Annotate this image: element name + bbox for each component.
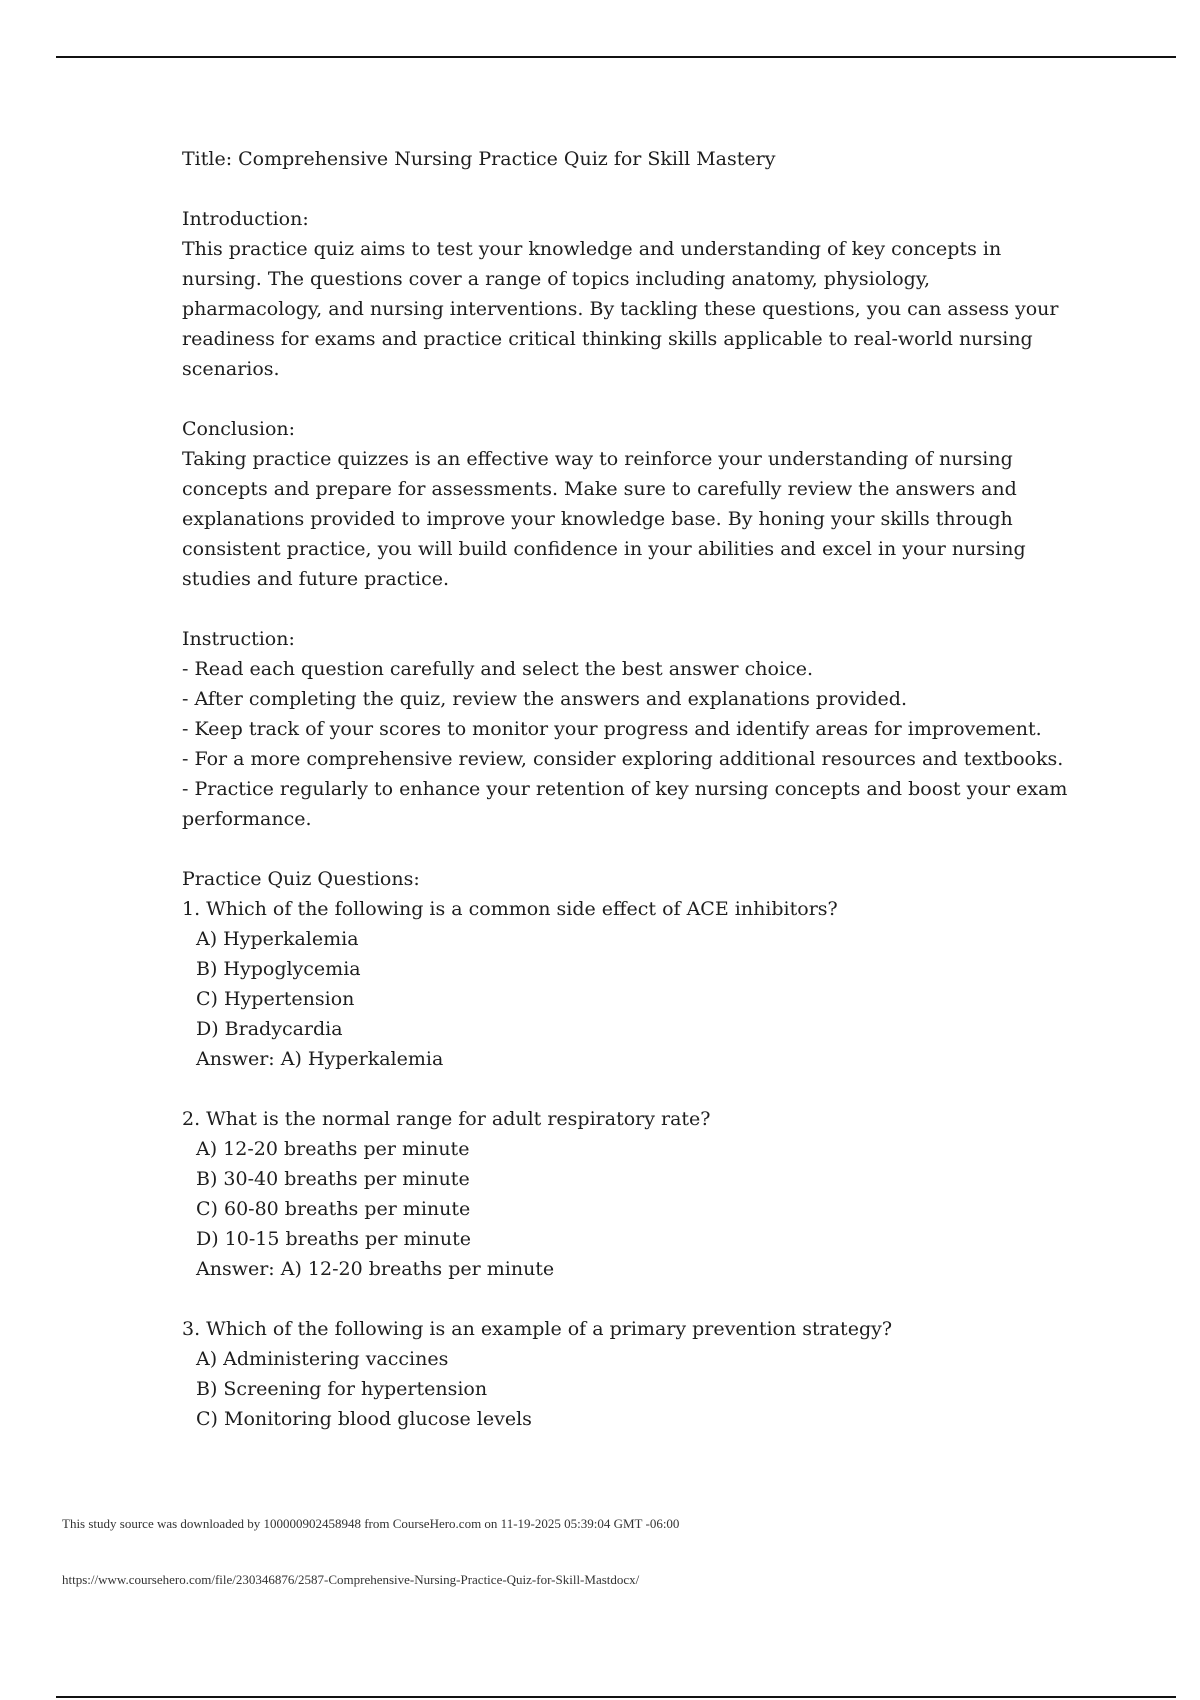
- instruction-line: - Keep track of your scores to monitor your progress and identify areas for improvement.: [182, 718, 1042, 740]
- answer-option: B) 30-40 breaths per minute: [196, 1168, 470, 1190]
- conclusion-line: studies and future practice.: [182, 568, 450, 590]
- download-source-notice: This study source was downloaded by 100000902458948 from CourseHero.com on 11-19-2025 05:39:04 GMT -06:00: [62, 1516, 680, 1531]
- instruction-line: - Practice regularly to enhance your retention of key nursing concepts and boost your exam: [182, 778, 1068, 800]
- bottom-rule: [56, 1696, 1176, 1698]
- spacer: [182, 594, 1102, 624]
- correct-answer: Answer: A) 12-20 breaths per minute: [196, 1258, 555, 1280]
- introduction-line: nursing. The questions cover a range of topics including anatomy, physiology,: [182, 268, 931, 290]
- introduction-line: pharmacology, and nursing interventions. By tackling these questions, you can assess your: [182, 298, 1059, 320]
- answer-option: A) Administering vaccines: [196, 1348, 449, 1370]
- instruction-line: - Read each question carefully and select the best answer choice.: [182, 658, 813, 680]
- answer-option: C) Hypertension: [196, 988, 355, 1010]
- answer-option: D) Bradycardia: [196, 1018, 343, 1040]
- document-body: [182, 144, 1102, 1434]
- correct-answer: Answer: A) Hyperkalemia: [196, 1048, 444, 1070]
- introduction-line: scenarios.: [182, 358, 280, 380]
- spacer: [182, 174, 1102, 204]
- spacer: [182, 384, 1102, 414]
- source-url: https://www.coursehero.com/file/230346876/2587-Comprehensive-Nursing-Practice-Quiz-for-Skill-Mastdocx/: [62, 1572, 640, 1587]
- instruction-line: - For a more comprehensive review, consider exploring additional resources and textbooks.: [182, 748, 1064, 770]
- spacer: [182, 1074, 1102, 1104]
- answer-option: D) 10-15 breaths per minute: [196, 1228, 471, 1250]
- conclusion-line: consistent practice, you will build confidence in your abilities and excel in your nursing: [182, 538, 1026, 560]
- quiz-heading: Practice Quiz Questions:: [182, 868, 420, 890]
- instruction-heading: Instruction:: [182, 628, 295, 650]
- answer-option: A) 12-20 breaths per minute: [196, 1138, 470, 1160]
- introduction-line: This practice quiz aims to test your knowledge and understanding of key concepts in: [182, 238, 1002, 260]
- introduction-line: readiness for exams and practice critical thinking skills applicable to real-world nursing: [182, 328, 1033, 350]
- instruction-line: performance.: [182, 808, 312, 830]
- conclusion-line: Taking practice quizzes is an effective way to reinforce your understanding of nursing: [182, 448, 1013, 470]
- answer-option: C) 60-80 breaths per minute: [196, 1198, 471, 1220]
- document-title: Title: Comprehensive Nursing Practice Quiz for Skill Mastery: [182, 148, 776, 170]
- conclusion-line: explanations provided to improve your knowledge base. By honing your skills through: [182, 508, 1013, 530]
- top-rule: [56, 56, 1176, 58]
- conclusion-heading: Conclusion:: [182, 418, 296, 440]
- question-2: 2. What is the normal range for adult respiratory rate?: [182, 1108, 711, 1130]
- question-3: 3. Which of the following is an example of a primary prevention strategy?: [182, 1318, 893, 1340]
- instruction-line: - After completing the quiz, review the answers and explanations provided.: [182, 688, 908, 710]
- conclusion-line: concepts and prepare for assessments. Make sure to carefully review the answers and: [182, 478, 1017, 500]
- answer-option: B) Screening for hypertension: [196, 1378, 488, 1400]
- spacer: [182, 834, 1102, 864]
- answer-option: A) Hyperkalemia: [196, 928, 359, 950]
- spacer: [182, 1284, 1102, 1314]
- answer-option: B) Hypoglycemia: [196, 958, 361, 980]
- answer-option: C) Monitoring blood glucose levels: [196, 1408, 532, 1430]
- introduction-heading: Introduction:: [182, 208, 309, 230]
- question-1: 1. Which of the following is a common side effect of ACE inhibitors?: [182, 898, 838, 920]
